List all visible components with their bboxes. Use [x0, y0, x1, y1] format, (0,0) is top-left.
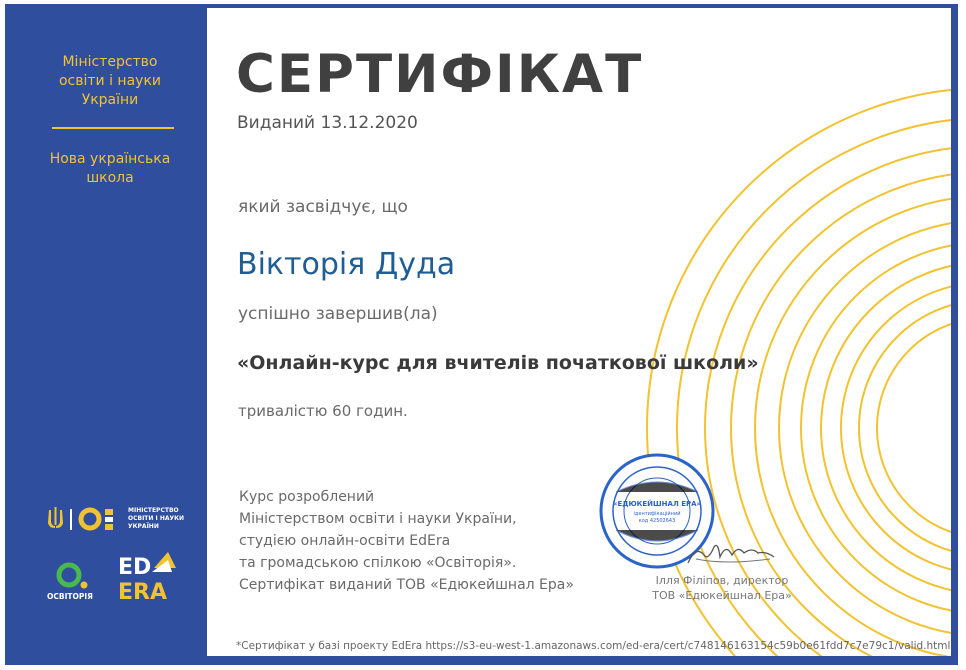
svg-text:ERA: ERA	[118, 580, 167, 602]
certifies-text: який засвідчує, що	[238, 197, 408, 217]
svg-text:ED: ED	[118, 555, 152, 580]
ministry-title: Міністерство освіти і науки України	[58, 54, 162, 108]
validation-footnote: *Сертифікат у базі проекту EdEra https://s3-eu-west-1.amazonaws.com/ed-era/cert/c748146163154c59b0e61fdd7c7e79c1/valid.html	[236, 640, 951, 652]
svg-text:«ЕДЮКЕЙШНАЛ ЕРА»: «ЕДЮКЕЙШНАЛ ЕРА»	[612, 500, 702, 508]
developer-info: Курс розроблений Міністерством освіти і науки України, студією онлайн-освіти EdEra та громадською спілкою «Освіторія». Сертифікат виданий ТОВ «Едюкейшнал Ера»	[239, 489, 574, 593]
nus-title: Нова українська школа	[49, 151, 171, 186]
sidebar-divider	[52, 127, 174, 129]
certificate-heading: СЕРТИФІКАТ	[236, 44, 644, 105]
issue-date: Виданий 13.12.2020	[237, 113, 418, 133]
edera-logo-icon	[116, 550, 182, 602]
signature-icon	[686, 535, 776, 569]
signer-info: Ілля Філіпов, директор ТОВ «Едюкейшнал Ера»	[652, 574, 792, 602]
course-title: «Онлайн-курс для вчителів початкової школи»	[237, 352, 759, 374]
mon-logo-text: МІНІСТЕРСТВО ОСВІТИ І НАУКИ УКРАЇНИ	[128, 507, 185, 530]
svg-text:ідентифікаційний: ідентифікаційний	[633, 511, 681, 517]
completed-text: успішно завершив(ла)	[238, 304, 438, 324]
mon-logo-icon	[45, 504, 127, 534]
recipient-name: Вікторія Дуда	[237, 247, 456, 282]
course-duration: тривалістю 60 годин.	[238, 402, 408, 420]
svg-text:код 42502643: код 42502643	[638, 518, 676, 524]
osvitoria-label: ОСВІТОРІЯ	[47, 592, 93, 601]
osvitoria-logo-icon	[54, 561, 94, 593]
